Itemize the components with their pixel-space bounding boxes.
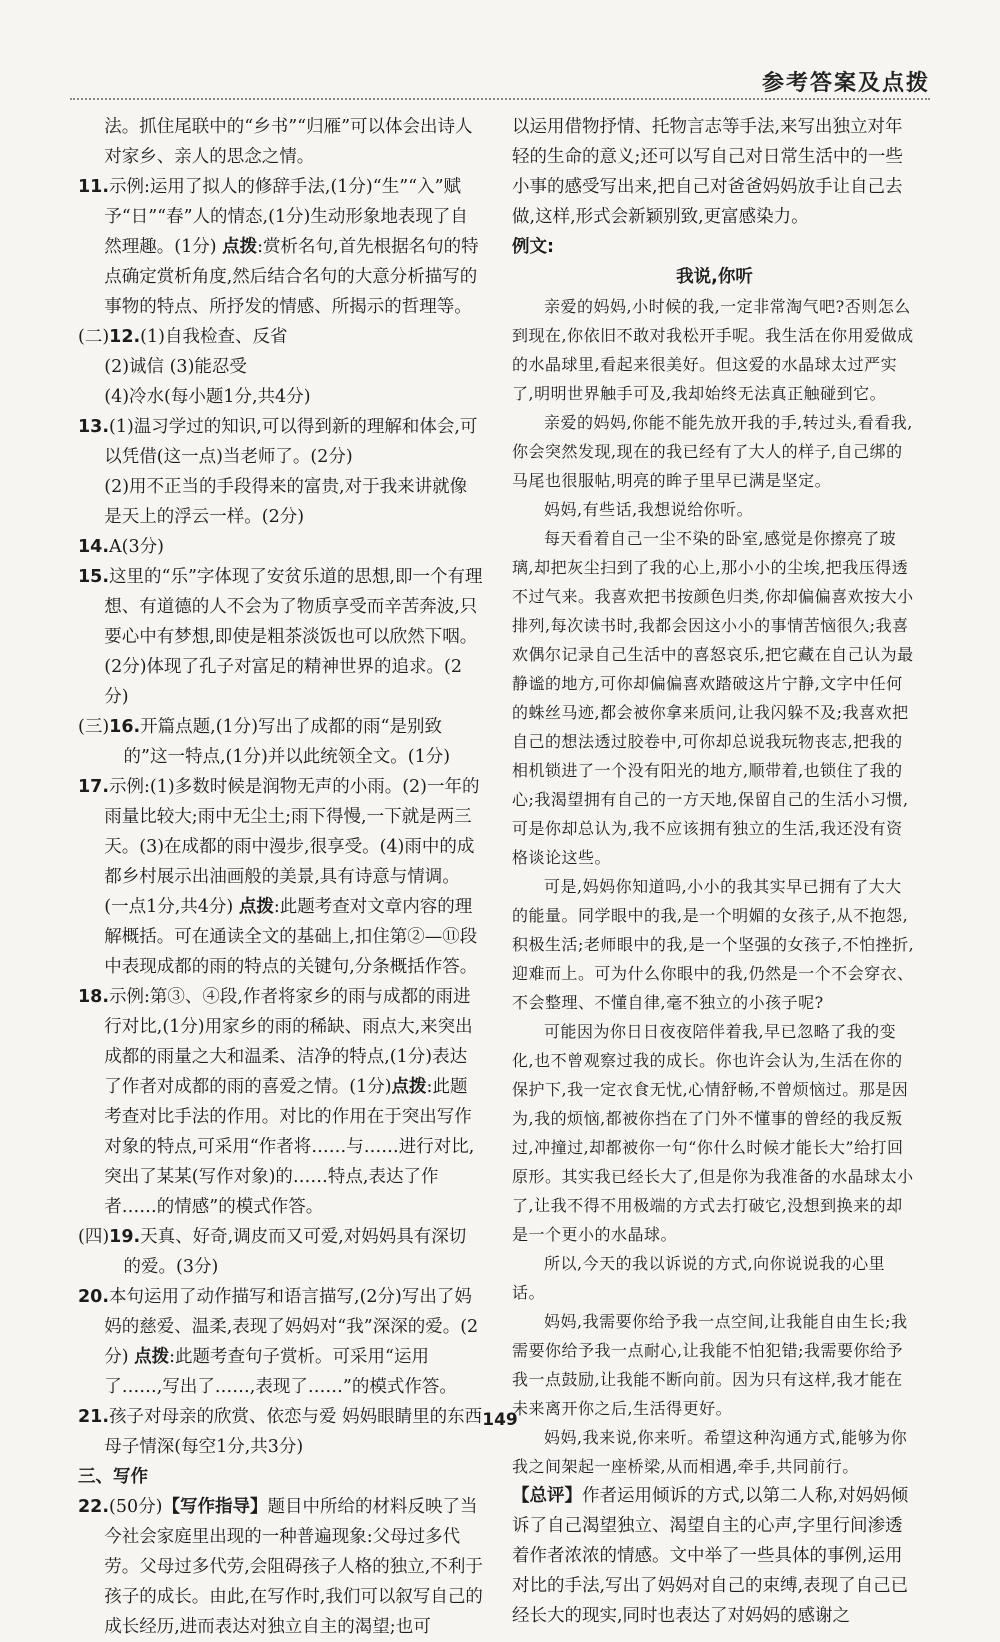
answer-text: 天真、好奇,调皮而又可爱,对妈妈具有深切的爱。(3分) bbox=[123, 1227, 467, 1277]
section-2-answer-12 bbox=[78, 322, 483, 352]
section-label: (三) bbox=[78, 717, 110, 737]
answer-text: 开篇点题,(1分)写出了成都的雨“是别致的”这一特点,(1分)并以此统领全文。(1分) bbox=[123, 717, 451, 767]
review bbox=[512, 1481, 917, 1631]
section-4-answer-19 bbox=[78, 1222, 483, 1282]
question-number: 11. bbox=[78, 177, 110, 197]
question-number: 12. bbox=[109, 327, 141, 347]
page-number: 149 bbox=[482, 1410, 518, 1430]
answer-13 bbox=[78, 412, 483, 472]
essay-paragraph: 妈妈,我来说,你来听。希望这种沟通方式,能够为你我之间架起一座桥梁,从而相遇,牵手,共同前行。 bbox=[512, 1428, 908, 1476]
review-text: 作者运用倾诉的方式,以第二人称,对妈妈倾诉了自己渴望独立、渴望自主的心声,字里行间渗透着作者浓浓的情感。文中举了一些具体的事例,运用对比的手法,写出了妈妈对自己的束缚,表现了自己已经长大的现实,同时也表达了对妈妈的感谢之 bbox=[512, 1486, 909, 1626]
section-label: (四) bbox=[78, 1227, 110, 1247]
essay-paragraph: 妈妈,我需要你给予我一点空间,让我能自由生长;我需要你给予我一点耐心,让我能不怕犯错;我需要你给予我一点鼓励,让我能不断向前。因为只有这样,我才能在未来离开你之后,生活得更好。 bbox=[512, 1312, 908, 1418]
question-number: 21. bbox=[78, 1407, 110, 1427]
answer-12-line-3: (4)冷水(每小题1分,共4分) bbox=[104, 387, 311, 407]
example-essay bbox=[512, 292, 917, 1481]
answer-13-part-2: (2)用不正当的手段得来的富贵,对于我来讲就像是天上的浮云一样。(2分) bbox=[104, 477, 468, 527]
answer-text: 本句运用了动作描写和语言描写,(2分)写出了妈妈的慈爱、温柔,表现了妈妈对“我”深深的爱。(2分) bbox=[104, 1287, 479, 1367]
question-number: 14. bbox=[78, 537, 110, 557]
score-label: (50分) bbox=[109, 1497, 163, 1517]
review-label: 【总评】 bbox=[512, 1486, 582, 1506]
answer-text: 这里的“乐”字体现了安贫乐道的思想,即一个有理想、有道德的人不会为了物质享受而辛苦奔波,只要心中有梦想,即使是粗茶淡饭也可以欣然下咽。(2分)体现了孔子对富足的精神世界的追求。(2分) bbox=[104, 567, 483, 707]
tip-text: :此题考查对比手法的作用。对比的作用在于突出写作对象的特点,可采用“作者将……与……进行对比,突出了某某(写作对象)的……特点,表达了作者……的情感”的模式作答。 bbox=[104, 1077, 475, 1217]
essay-paragraph: 每天看着自己一尘不染的卧室,感觉是你擦亮了玻璃,却把灰尘扫到了我的心上,那小小的尘埃,把我压得透不过气来。我喜欢把书按颜色归类,你却偏偏喜欢按大小排列,每次读书时,我都会因这小小的事情苦恼很久;我喜欢偶尔记录自己生活中的喜怒哀乐,把它藏在自己认为最静谧的地方,可你却偏偏喜欢踏破这片宁静,文字中任何的蛛丝马迹,都会被你拿来质问,让我闪躲不及;我喜欢把自己的想法透过胶卷中,可你却总说我玩物丧志,把我的相机锁进了一个没有阳光的地方,顺带着,也锁住了我的心;我渴望拥有自己的一方天地,保留自己的生活小习惯,可是你却总认为,我不应该拥有独立的生活,我还没有资格谈论这些。 bbox=[512, 529, 914, 867]
tip-label: 点拨 bbox=[134, 1347, 170, 1367]
example-essay-label: 例文: bbox=[512, 237, 554, 257]
question-number: 22. bbox=[78, 1497, 110, 1517]
answer-22 bbox=[78, 1492, 483, 1642]
answer-11 bbox=[78, 172, 483, 322]
tip-text: :此题考查句子赏析。可采用“运用了……,写出了……,表现了……”的模式作答。 bbox=[104, 1347, 457, 1397]
right-column bbox=[512, 112, 917, 1631]
header-divider bbox=[70, 98, 930, 100]
writing-guide-text: 题目中所给的材料反映了当今社会家庭里出现的一种普遍现象:父母过多代劳。父母过多代劳,会阻碍孩子人格的独立,不利于孩子的成长。由此,在写作时,我们可以叙写自己的成长经历,进而表达对独立自主的渴望;也可 bbox=[104, 1497, 483, 1637]
writing-guide-continuation: 以运用借物抒情、托物言志等手法,来写出独立对年轻的生命的意义;还可以写自己对日常生活中的一些小事的感受写出来,把自己对爸爸妈妈放手让自己去做,这样,形式会新颖别致,更富感染力。 bbox=[512, 117, 903, 227]
section-3-answer-16 bbox=[78, 712, 483, 772]
writing-guide-label: 【写作指导】 bbox=[162, 1497, 268, 1517]
essay-paragraph: 可是,妈妈你知道吗,小小的我其实早已拥有了大大的能量。同学眼中的我,是一个明媚的女孩子,从不抱怨,积极生活;老师眼中的我,是一个坚强的女孩子,不怕挫折,迎难而上。可为什么你眼中的我,仍然是一个不会穿衣、不会整理、不懂自律,毫不独立的小孩子呢? bbox=[512, 877, 915, 1012]
answer-18 bbox=[78, 982, 483, 1222]
answer-15 bbox=[78, 562, 483, 712]
essay-paragraph: 亲爱的妈妈,小时候的我,一定非常淘气吧?否则怎么到现在,你依旧不敢对我松开手呢。我生活在你用爱做成的水晶球里,看起来很美好。但这爱的水晶球太过严实了,明明世界触手可及,我却始终无法真正触碰到它。 bbox=[512, 297, 914, 403]
tip-text: :此题考查对文章内容的理解概括。可在通读全文的基础上,扣住第②—⑪段中表现成都的雨的特点的关键句,分条概括作答。 bbox=[104, 897, 478, 977]
answer-14 bbox=[78, 532, 483, 562]
answer-text: 示例:(1)多数时候是润物无声的小雨。(2)一年的雨量比较大;雨中无尘土;雨下得慢,一下就是两三天。(3)在成都的雨中漫步,很享受。(4)雨中的成都乡村展示出油画般的美景,具有诗意与情调。(一点1分,共4分) bbox=[104, 777, 480, 917]
essay-paragraph: 可能因为你日日夜夜陪伴着我,早已忽略了我的变化,也不曾观察过我的成长。你也许会认为,生活在你的保护下,我一定衣食无忧,心情舒畅,不曾烦恼过。那是因为,我的烦恼,都被你挡在了门外不懂事的曾经的我反叛过,冲撞过,却都被你一句“你什么时候才能长大”给打回原形。其实我已经长大了,但是你为我准备的水晶球太小了,让我不得不用极端的方式去打破它,没想到换来的却是一个更小的水晶球。 bbox=[512, 1022, 914, 1244]
answer-continuation: 法。抓住尾联中的“乡书”“归雁”可以体会出诗人对家乡、亲人的思念之情。 bbox=[104, 117, 473, 167]
answer-text: 孩子对母亲的欣赏、依恋与爱 妈妈眼睛里的东西 母子情深(每空1分,共3分) bbox=[104, 1407, 483, 1457]
question-number: 20. bbox=[78, 1287, 110, 1307]
answer-text: (1)温习学过的知识,可以得到新的理解和体会,可以凭借(这一点)当老师了。(2分) bbox=[104, 417, 478, 467]
answer-17 bbox=[78, 772, 483, 982]
question-number: 15. bbox=[78, 567, 110, 587]
essay-paragraph: 妈妈,有些话,我想说给你听。 bbox=[544, 500, 754, 519]
answer-text: 示例:第③、④段,作者将家乡的雨与成都的雨进行对比,(1分)用家乡的雨的稀缺、雨点大,来突出成都的雨量之大和温柔、洁净的特点,(1分)表达了作者对成都的雨的喜爱之情。(1分) bbox=[104, 987, 473, 1097]
question-number: 19. bbox=[109, 1227, 141, 1247]
essay-title: 我说,你听 bbox=[676, 267, 753, 287]
essay-paragraph: 所以,今天的我以诉说的方式,向你说说我的心里话。 bbox=[512, 1254, 886, 1302]
tip-text: :赏析名句,首先根据名句的特点确定赏析角度,然后结合名句的大意分析描写的事物的特点、所抒发的情感、所揭示的哲理等。 bbox=[104, 237, 479, 317]
section-label: (二) bbox=[78, 327, 110, 347]
section-writing-heading: 三、写作 bbox=[78, 1467, 148, 1487]
question-number: 16. bbox=[109, 717, 141, 737]
tip-label: 点拨 bbox=[391, 1077, 427, 1097]
answer-20 bbox=[78, 1282, 483, 1402]
tip-label: 点拨 bbox=[238, 897, 274, 917]
answer-12-line-2: (2)诚信 (3)能忍受 bbox=[104, 357, 247, 377]
question-number: 17. bbox=[78, 777, 110, 797]
essay-paragraph: 亲爱的妈妈,你能不能先放开我的手,转过头,看看我,你会突然发现,现在的我已经有了大人的样子,自己绑的马尾也很服帖,明亮的眸子里早已满是坚定。 bbox=[512, 413, 913, 490]
question-number: 18. bbox=[78, 987, 110, 1007]
question-number: 13. bbox=[78, 417, 110, 437]
page-header-title: 参考答案及点拨 bbox=[761, 71, 930, 96]
tip-label: 点拨 bbox=[222, 237, 258, 257]
answer-text: A(3分) bbox=[109, 537, 164, 557]
answer-text: 示例:运用了拟人的修辞手法,(1分)“生”“入”赋予“日”“春”人的情态,(1分)生动形象地表现了自然理趣。(1分) bbox=[104, 177, 468, 257]
answer-line: (1)自我检查、反省 bbox=[140, 327, 288, 347]
